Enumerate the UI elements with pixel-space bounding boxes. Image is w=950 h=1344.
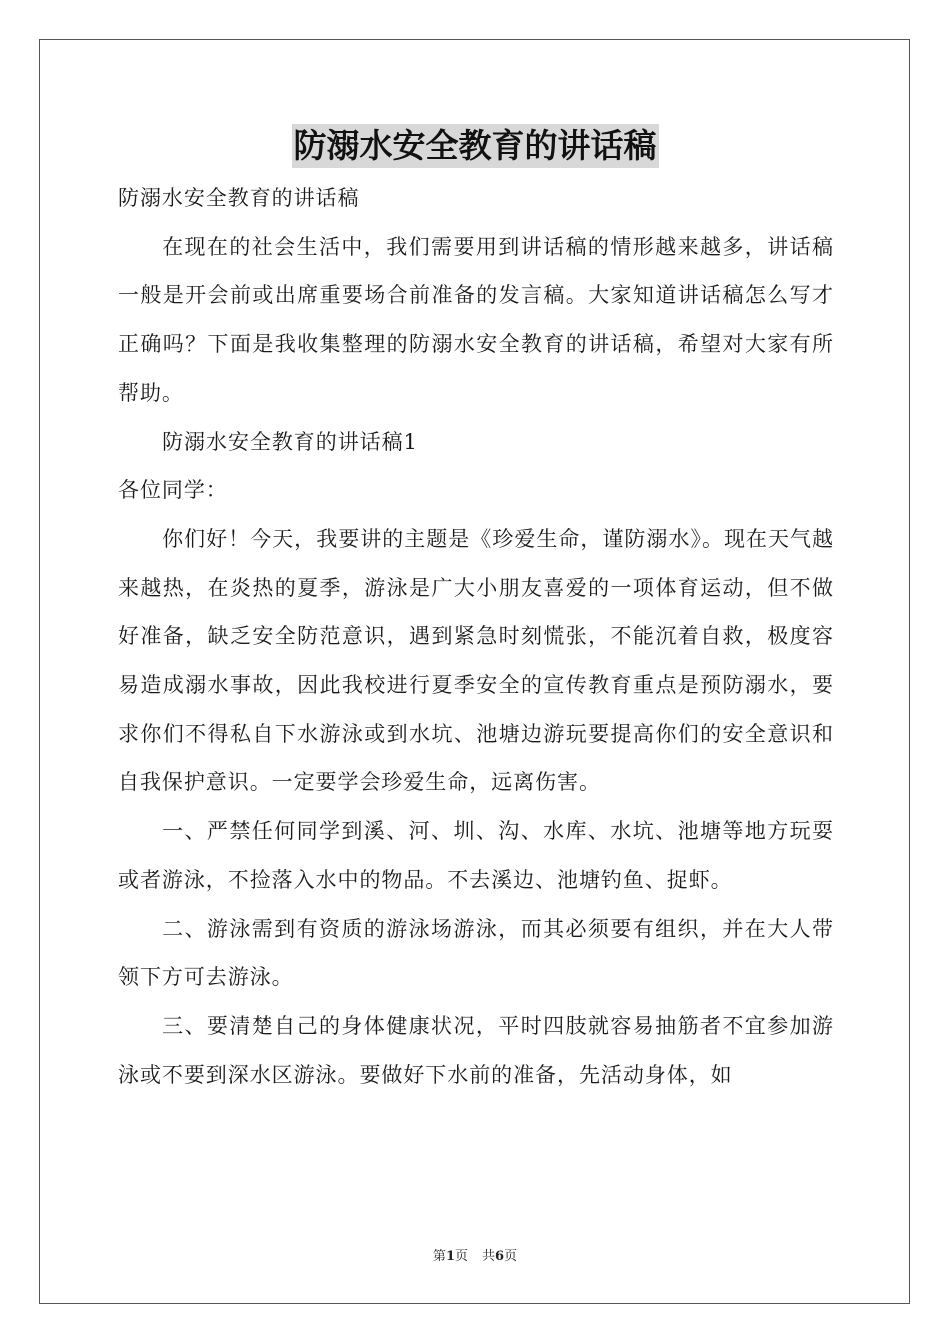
paragraph-section-heading: 防溺水安全教育的讲话稿1 (162, 429, 418, 454)
page-prefix: 第 (432, 1249, 446, 1264)
paragraph-rule-1: 一、严禁任何同学到溪、河、圳、沟、水库、水坑、池塘等地方玩耍或者游泳，不捡落入水中的物品。不去溪边、池塘钓鱼、捉虾。 (118, 819, 834, 892)
paragraph-body: 你们好！今天，我要讲的主题是《珍爱生命，谨防溺水》。现在天气越来越热，在炎热的夏季，游泳是广大小朋友喜爱的一项体育运动，但不做好准备，缺乏安全防范意识，遇到紧急时刻慌张，不能沉着自救，极度容易造成溺水事故，因此我校进行夏季安全的宣传教育重点是预防溺水，要求你们不得私自下水游泳或到水坑、池塘边游玩要提高你们的安全意识和自我保护意识。一定要学会珍爱生命，远离伤害。 (118, 526, 834, 795)
page-footer (0, 1248, 950, 1266)
paragraph-salutation: 各位同学： (118, 478, 228, 503)
paragraph-intro: 在现在的社会生活中，我们需要用到讲话稿的情形越来越多，讲话稿一般是开会前或出席重要场合前准备的发言稿。大家知道讲话稿怎么写才正确吗？下面是我收集整理的防溺水安全教育的讲话稿，希望对大家有所帮助。 (118, 234, 834, 405)
paragraph-rule-2: 二、游泳需到有资质的游泳场游泳，而其必须要有组织，并在大人带领下方可去游泳。 (118, 916, 834, 990)
document-title: 防溺水安全教育的讲话稿 (292, 124, 659, 168)
document-body (118, 174, 834, 1099)
total-prefix: 共 (482, 1249, 496, 1264)
total-suffix: 页 (504, 1249, 518, 1264)
paragraph-subtitle: 防溺水安全教育的讲话稿 (118, 186, 360, 210)
page-total: 6 (495, 1249, 505, 1264)
paragraph-rule-3: 三、要清楚自己的身体健康状况，平时四肢就容易抽筋者不宜参加游泳或不要到深水区游泳。要做好下水前的准备，先活动身体，如 (118, 1013, 834, 1087)
page-current: 1 (445, 1249, 455, 1264)
page-suffix: 页 (454, 1249, 468, 1264)
document-title-block (0, 124, 950, 174)
